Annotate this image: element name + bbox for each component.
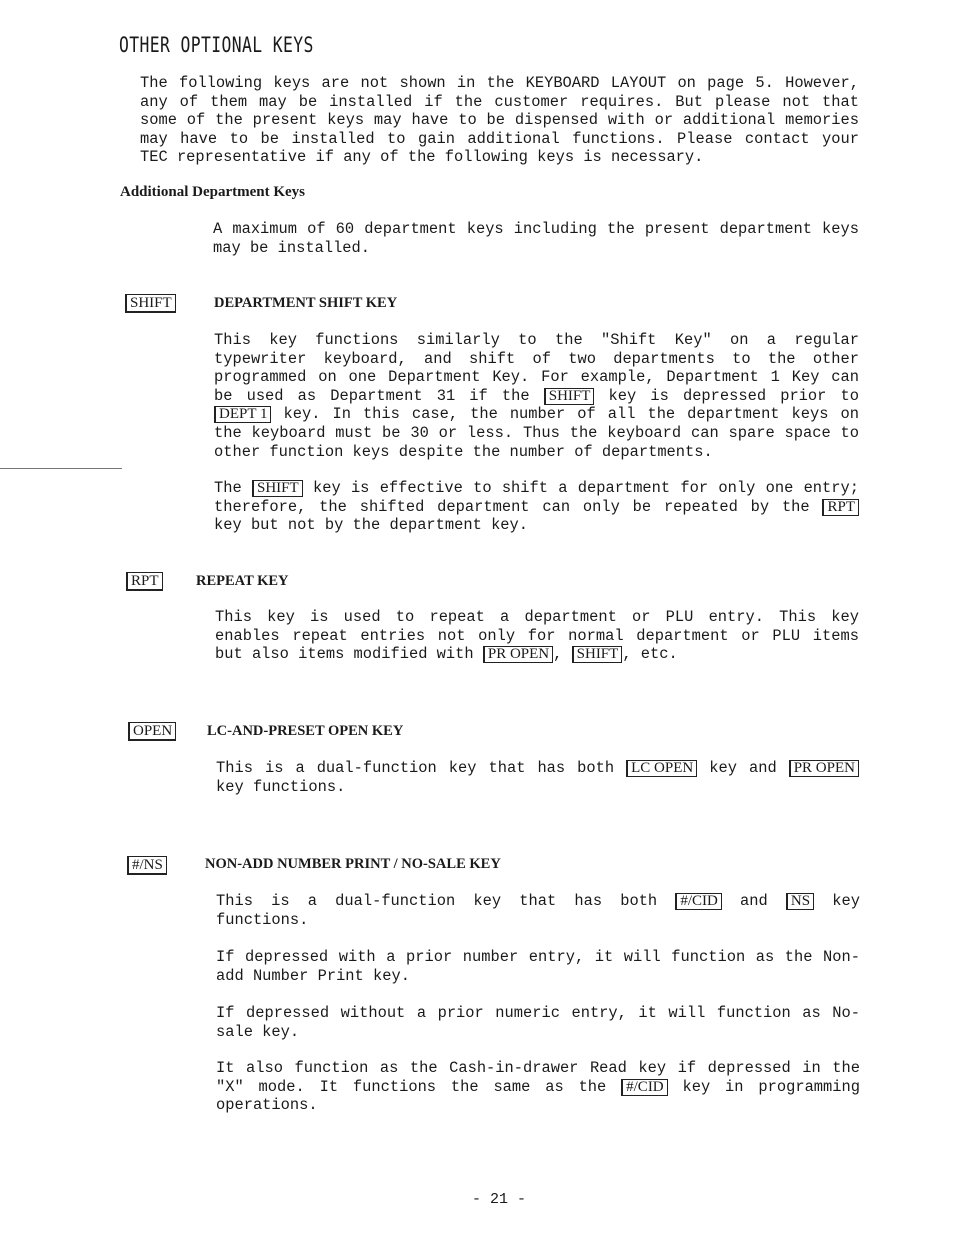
page-title: OTHER OPTIONAL KEYS [119,33,314,57]
ns-key-label: #/NS [127,856,167,875]
shift-key-inline: SHIFT [544,388,595,405]
shift-key-label: SHIFT [125,294,176,313]
open-paragraph: This is a dual-function key that has both LC OPEN key and PR OPEN key functions. [216,759,859,796]
rpt-key-label: RPT [126,572,163,591]
rpt-heading: REPEAT KEY [196,573,289,589]
cid-key-inline: #/CID [675,893,722,910]
dept1-key-inline: DEPT 1 [214,406,271,423]
open-key-label: OPEN [128,722,176,741]
shift-paragraph-2: The SHIFT key is effective to shift a department for only one entry; therefore, the shifted department can only be repeated by the RPT key but not by the department key. [214,479,859,535]
shift-key-inline: SHIFT [572,646,623,663]
rpt-paragraph: This key is used to repeat a department or PLU entry. This key enables repeat entries not only for normal department or PLU items but also items modified with PR OPEN , SHIFT , etc. [215,608,859,664]
stray-mark [0,468,122,469]
pr-open-key-inline: PR OPEN [483,646,553,663]
ns-paragraph-3: If depressed without a prior numeric entry, it will function as No-sale key. [216,1004,860,1041]
ns-paragraph-2: If depressed with a prior number entry, it will function as the Non-add Number Print key. [216,948,860,985]
intro-paragraph: The following keys are not shown in the KEYBOARD LAYOUT on page 5. However, any of them may be installed if the customer requires. But please not that some of the present keys may have to be dispensed with or additional memories may have to be installed to gain additional functions. Please contact your TEC representative if any of the following keys is necessary. [140,74,859,167]
shift-heading: DEPARTMENT SHIFT KEY [214,295,398,311]
rpt-key-inline: RPT [822,499,859,516]
ns-key-inline: NS [786,893,814,910]
ns-heading: NON-ADD NUMBER PRINT / NO-SALE KEY [205,856,501,872]
additional-department-body: A maximum of 60 department keys including the present department keys may be installed. [213,220,859,257]
shift-key-inline: SHIFT [252,480,303,497]
additional-department-heading: Additional Department Keys [120,184,305,200]
lc-open-key-inline: LC OPEN [626,760,697,777]
shift-paragraph-1: This key functions similarly to the "Shift Key" on a regular typewriter keyboard, and shift of two departments to the other programmed on one Department Key. For example, Department 1 Key can be used as Department 31 if the SHIFT key is depressed prior to DEPT 1 key. In this case, the number of all the department keys on the keyboard must be 30 or less. Thus the keyboard can spare space to other function keys despite the number of departments. [214,331,859,461]
page-number: - 21 - [472,1191,527,1208]
ns-paragraph-1: This is a dual-function key that has both #/CID and NS key functions. [216,892,860,929]
pr-open-key-inline: PR OPEN [789,760,859,777]
ns-paragraph-4: It also function as the Cash-in-drawer Read key if depressed in the "X" mode. It functions the same as the #/CID key in programming operations. [216,1059,860,1115]
cid-key-inline: #/CID [621,1079,668,1096]
open-heading: LC-AND-PRESET OPEN KEY [207,723,404,739]
